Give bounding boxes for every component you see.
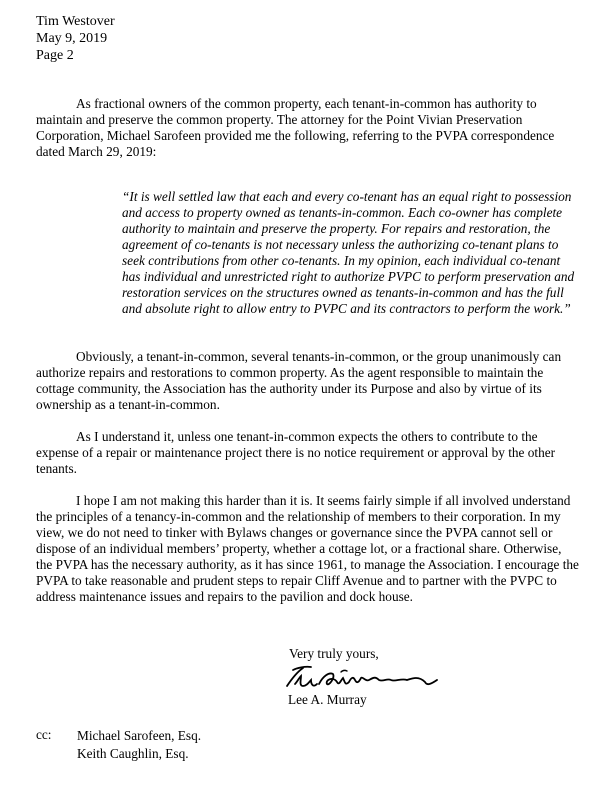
header-name: Tim Westover <box>36 14 115 29</box>
cc-recipient: Michael Sarofeen, Esq. <box>77 728 202 743</box>
cc-recipient: Keith Caughlin, Esq. <box>77 746 189 761</box>
handwritten-signature <box>283 662 443 696</box>
attorney-quote: “It is well settled law that each and every co-tenant has an equal right to possession and access to property owned as tenants-in-common. Each co-owner has complete authority to maintain and preserve the property. For repairs and restoration, the agreement of co-tenants is not necessary unless the authorizing co-tenant plans to seek contributions from other co-tenants. In my opinion, each individual co-tenant has individual and unrestricted right to authorize PVPC to perform preservation and restoration services on the structures owned as tenants-in-common and has the full and absolute right to allow entry to PVPC and its contractors to perform the work.” <box>122 189 575 316</box>
signer-name: Lee A. Murray <box>288 692 367 707</box>
cc-label: cc: <box>36 727 52 742</box>
paragraph-3: As I understand it, unless one tenant-in-common expects the others to contribute to the expense of a repair or maintenance project there is no notice requirement or approval by the other tenants. <box>36 429 556 476</box>
cc-recipient-list <box>77 727 201 763</box>
paragraph-1: As fractional owners of the common property, each tenant-in-common has authority to maintain and preserve the common property. The attorney for the Point Vivian Preservation Corporation, Michael Sarofeen provided me the following, referring to the PVPA correspondence dated March 29, 2019: <box>36 96 555 159</box>
paragraph-4: I hope I am not making this harder than it is. It seems fairly simple if all involved understand the principles of a tenancy-in-common and the relationship of members to their corporation. In my view, we do not need to tinker with Bylaws changes or governance since the PVPA cannot sell or dispose of an individual members’ property, whether a cottage lot, or a fractional share. Otherwise, the PVPA has the necessary authority, as it has since 1961, to manage the Association. I encourage the PVPA to take reasonable and prudent steps to repair Cliff Avenue and to partner with the PVPC to address maintenance issues and repairs to the pavilion and dock house. <box>36 493 579 604</box>
letter-header <box>36 13 115 64</box>
paragraph-2: Obviously, a tenant-in-common, several tenants-in-common, or the group unanimously can authorize repairs and restorations to common property. As the agent responsible to maintain the cottage community, the Association has the authority under its Purpose and also by virtue of its ownership as a tenant-in-common. <box>36 349 562 412</box>
header-date: May 9, 2019 <box>36 31 108 46</box>
header-page-number: Page 2 <box>36 48 74 63</box>
valediction: Very truly yours, <box>289 646 379 661</box>
